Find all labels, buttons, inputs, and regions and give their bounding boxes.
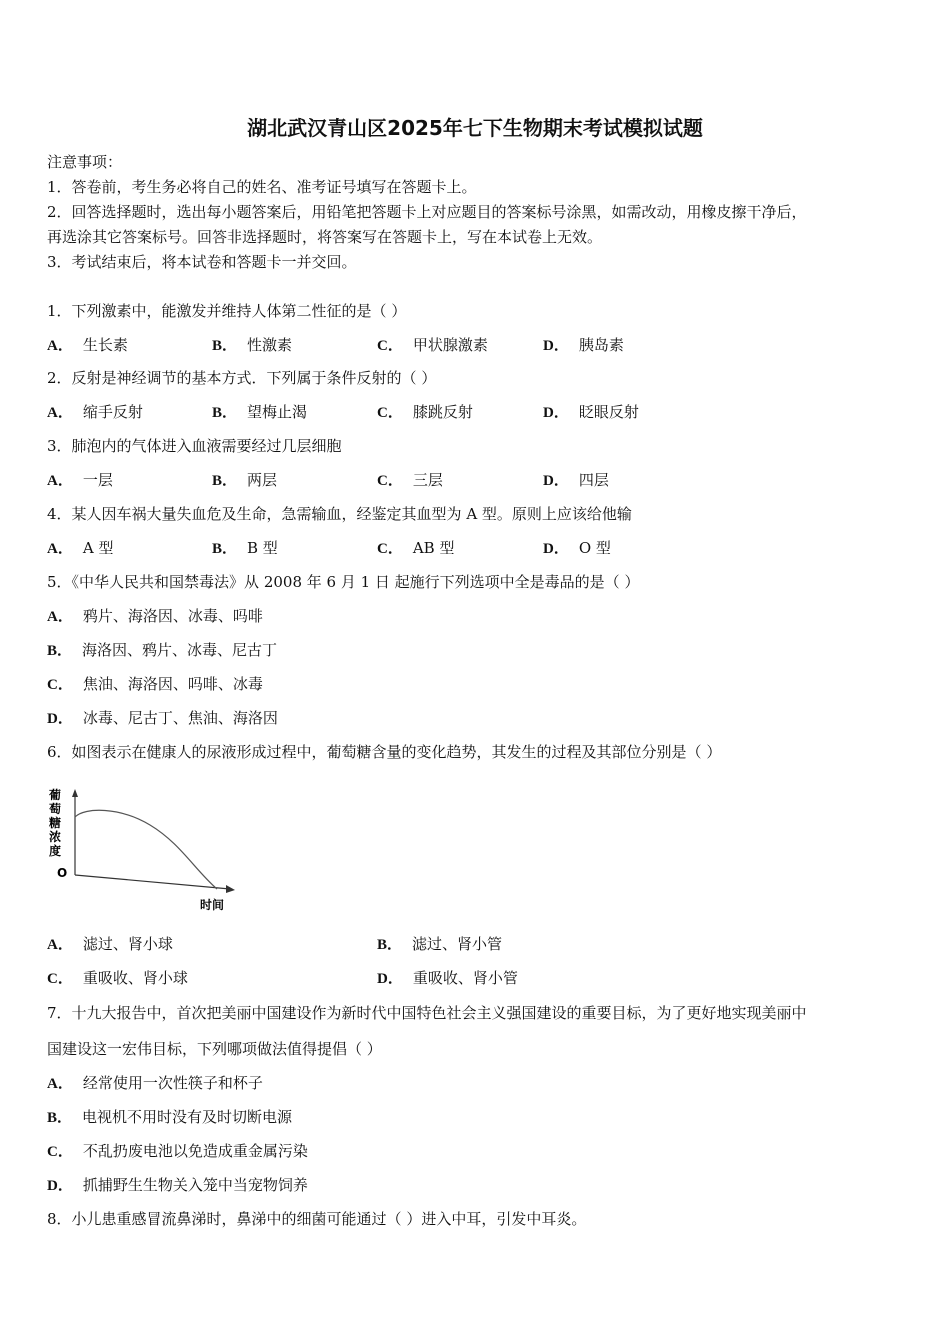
option-label: C．: [47, 971, 73, 987]
notice-item: 1．答卷前，考生务必将自己的姓名、准考证号填写在答题卡上。: [47, 178, 477, 196]
option-text: 海洛因、鸦片、冰毒、尼古丁: [82, 641, 278, 659]
option-label: A．: [47, 937, 73, 953]
option-text: O 型: [578, 539, 611, 557]
option-label: A．: [47, 1076, 73, 1092]
option-label: D．: [543, 405, 569, 421]
option-text: 甲状腺激素: [412, 336, 488, 354]
option-text: 不乱扔废电池以免造成重金属污染: [82, 1142, 308, 1160]
q2-option-a: [47, 402, 143, 423]
q2-option-b: [212, 402, 307, 423]
option-text: 重吸收、肾小球: [82, 969, 188, 987]
option-label: B．: [47, 643, 73, 659]
option-label: A．: [47, 609, 73, 625]
q6-option-c: [47, 968, 188, 989]
option-label: D．: [377, 971, 403, 987]
option-text: 望梅止渴: [247, 403, 308, 421]
option-label: A．: [47, 473, 73, 489]
glucose-concentration-graph: [45, 785, 245, 915]
option-label: A．: [47, 338, 73, 354]
option-label: B．: [212, 473, 238, 489]
option-text: 四层: [578, 471, 609, 489]
option-label: B．: [47, 1110, 73, 1126]
q3-option-c: [377, 470, 443, 491]
page-title: 湖北武汉青山区2025年七下生物期末考试模拟试题: [247, 116, 703, 140]
notice-item: 2．回答选择题时，选出每小题答案后，用铅笔把答题卡上对应题目的答案标号涂黑，如需改动，用橡皮擦干净后，: [47, 203, 807, 221]
q6-option-d: [377, 968, 518, 989]
q4-option-d: [543, 538, 611, 559]
q1-option-b: [212, 335, 292, 356]
q7-option-d: [47, 1175, 308, 1196]
q3-option-a: [47, 470, 113, 491]
option-label: C．: [377, 541, 403, 557]
option-text: 性激素: [247, 336, 293, 354]
question-8-stem: 8．小儿患重感冒流鼻涕时，鼻涕中的细菌可能通过（ ）进入中耳，引发中耳炎。: [47, 1210, 587, 1228]
q1-option-c: [377, 335, 488, 356]
x-axis-arrow: [226, 885, 235, 893]
question-7-stem-cont: 国建设这一宏伟目标，下列哪项做法值得提倡（ ）: [47, 1040, 382, 1058]
q4-option-c: [377, 538, 454, 559]
option-label: C．: [377, 405, 403, 421]
question-4-stem: 4．某人因车祸大量失血危及生命，急需输血，经鉴定其血型为 A 型。原则上应该给他输: [47, 505, 632, 523]
option-text: 缩手反射: [82, 403, 143, 421]
option-text: 经常使用一次性筷子和杯子: [82, 1074, 263, 1092]
option-label: A．: [47, 541, 73, 557]
option-text: 膝跳反射: [412, 403, 473, 421]
y-axis-label-char: 浓: [49, 830, 62, 844]
q3-option-d: [543, 470, 609, 491]
option-text: 抓捕野生生物关入笼中当宠物饲养: [82, 1176, 308, 1194]
option-text: 滤过、肾小管: [412, 935, 503, 953]
q3-option-b: [212, 470, 277, 491]
option-label: C．: [47, 1144, 73, 1160]
y-axis-label-char: 度: [49, 844, 62, 858]
q6-option-a: [47, 934, 173, 955]
option-label: D．: [543, 473, 569, 489]
y-axis-arrow: [72, 789, 78, 797]
notice-heading: 注意事项：: [47, 153, 123, 171]
option-text: 两层: [247, 471, 278, 489]
q1-option-a: [47, 335, 128, 356]
option-text: 生长素: [82, 336, 128, 354]
question-1-stem: 1．下列激素中，能激发并维持人体第二性征的是（ ）: [47, 302, 407, 320]
option-label: D．: [543, 541, 569, 557]
y-axis-label-char: 葡: [49, 788, 62, 802]
question-3-stem: 3．肺泡内的气体进入血液需要经过几层细胞: [47, 437, 342, 455]
question-7-stem: 7．十九大报告中，首次把美丽中国建设作为新时代中国特色社会主义强国建设的重要目标，为了更好地实现美丽中: [47, 1004, 807, 1022]
q2-option-c: [377, 402, 473, 423]
q5-option-a: [47, 606, 263, 627]
option-text: 滤过、肾小球: [82, 935, 173, 953]
origin-label: O: [57, 866, 68, 880]
option-label: D．: [47, 1178, 73, 1194]
option-text: 胰岛素: [578, 336, 624, 354]
option-label: A．: [47, 405, 73, 421]
option-label: C．: [377, 338, 403, 354]
option-label: C．: [47, 677, 73, 693]
notice-item: 3．考试结束后，将本试卷和答题卡一并交回。: [47, 253, 357, 271]
option-label: B．: [212, 405, 238, 421]
option-text: 鸦片、海洛因、冰毒、吗啡: [82, 607, 263, 625]
option-text: 三层: [412, 471, 443, 489]
option-text: 电视机不用时没有及时切断电源: [82, 1108, 293, 1126]
y-axis-label-char: 萄: [49, 802, 62, 816]
q1-option-d: [543, 335, 624, 356]
option-text: 冰毒、尼古丁、焦油、海洛因: [82, 709, 278, 727]
option-text: 一层: [82, 471, 113, 489]
option-label: D．: [543, 338, 569, 354]
q6-option-b: [377, 934, 502, 955]
question-5-stem: 5．《中华人民共和国禁毒法》从 2008 年 6 月 1 日 起施行下列选项中全是毒品的是（ ）: [47, 573, 640, 591]
question-2-stem: 2．反射是神经调节的基本方式．下列属于条件反射的（ ）: [47, 369, 437, 387]
option-text: 重吸收、肾小管: [412, 969, 518, 987]
q4-option-b: [212, 538, 278, 559]
notice-item: 再选涂其它答案标号。回答非选择题时，将答案写在答题卡上，写在本试卷上无效。: [47, 228, 603, 246]
question-6-stem: 6．如图表示在健康人的尿液形成过程中，葡萄糖含量的变化趋势，其发生的过程及其部位分别是（ ）: [47, 743, 722, 761]
q5-option-b: [47, 640, 277, 661]
x-axis: [75, 875, 230, 889]
q5-option-c: [47, 674, 263, 695]
option-text: 焦油、海洛因、吗啡、冰毒: [82, 675, 263, 693]
option-label: B．: [212, 541, 238, 557]
option-label: D．: [47, 711, 73, 727]
option-text: A 型: [82, 539, 114, 557]
q4-option-a: [47, 538, 113, 559]
option-label: C．: [377, 473, 403, 489]
option-label: B．: [377, 937, 403, 953]
q5-option-d: [47, 708, 278, 729]
q2-option-d: [543, 402, 639, 423]
q7-option-a: [47, 1073, 263, 1094]
q7-option-c: [47, 1141, 308, 1162]
y-axis-label-char: 糖: [49, 816, 62, 830]
option-text: B 型: [247, 539, 278, 557]
option-label: B．: [212, 338, 238, 354]
option-text: AB 型: [412, 539, 455, 557]
q7-option-b: [47, 1107, 292, 1128]
option-text: 眨眼反射: [578, 403, 639, 421]
x-axis-label: 时间: [200, 898, 225, 912]
